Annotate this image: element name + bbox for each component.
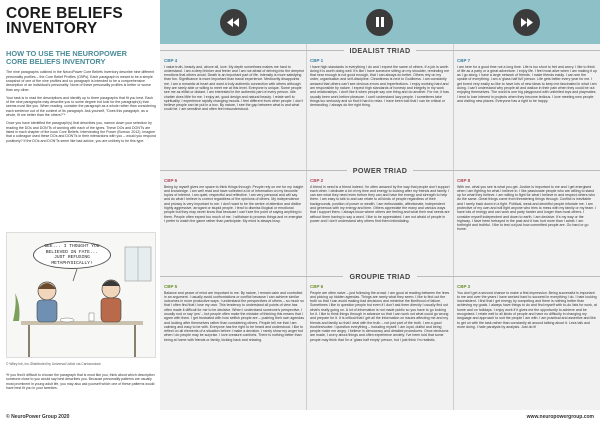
cbp-description: I value truth, beauty and, above all, love. My depth sometimes makes me hard to understand. I am a deep thinker and feeler and I am not afraid of delving into the deepest emotions that others avoid. Death is an important part of life. Intensity is more satisfying than fun. Significance is more important than banal experience. Mediocrity disappoints me. I am a romantic at heart and want a truly authentic connection with others although they are rarely able or willing to meet me at this level. Everyone is unique. Some people see me as elitist or distant. I am interested in the authentic part of every person. Idle chatter does little for me. I enjoy art, good design and natural beauty. I relate well to spirituality. I experience rapidly changing moods. I feel different from other people. I don't believe people can be put in a box. By nature, I see the gap between what is and what could be. I am sensitive and often feel misunderstood. (164, 64, 304, 112)
cbp-description: Balance and peace of mind are important to me. By nature, I remain calm and controlled in an argument. I usually avoid confrontations or conflict because I can achieve similar outcomes in more productive ways. I understand the perspectives of others – so much so that I often find that I lose my own. This tendency to understand all points of view has often made it difficult for me to be decisive. When I understand someone's perspective, I usually nod or say 'yes' – but people often make the mistake of thinking this means that I agree with them. I get frustrated with how selfish people are – pushing their own agendas and looking after themselves rather than considering others. People tell me that I am calming and easy to be with. Everyone has the right to be heard and understood. I like to reflect on all elements of a situation before I make a decision. I rarely show my anger but when I do people may be surprise. I love creature comforts. There is nothing better than being at home with friends or family, kicking back and relaxing. (164, 290, 304, 342)
instructions-heading-line-2: CORE BELIEFS INVENTORY (6, 57, 106, 67)
cbp-card (310, 284, 450, 342)
cbp-label: CBP 4 (164, 58, 178, 63)
speech-bubble: GEE... I THOUGHT YOU BELIEVED IN FATE... JUST REFUSING METAPHYSICALLY! (33, 241, 111, 269)
cbp-card (310, 58, 450, 107)
cbp-label: CBP 8 (457, 178, 471, 183)
power-triad-title: POWER TRIAD (347, 166, 413, 175)
cbp-card (164, 284, 304, 342)
rewind-button[interactable] (220, 9, 247, 36)
cbp-card (310, 178, 450, 223)
column-divider (453, 44, 454, 410)
groupie-triad-heading (160, 272, 600, 281)
cbp-label: CBP 2 (310, 178, 324, 183)
cbp-description: A friend in need is a friend indeed. I'm often amazed by the way that people don't support each other. I dedicate a lot of my time and energy to looking after my friends and family. I can see what they need even before they can and have the energy and strength to help them. I am easy to talk to and can relate to all kinds of people regardless of their backgrounds, position of power or wealth. I am enthusiastic, affectionate, independent and generous with my energy and time. Others appreciate the many and various ways that I support them. I always know where others are feeling and what their real needs are without them having to say a word. I like to be appreciated. I am not afraid of people in power and I don't understand why others find them intimidating. (310, 184, 450, 223)
fast-forward-icon (520, 18, 533, 27)
fast-forward-button[interactable] (513, 9, 540, 36)
core-beliefs-grid (160, 44, 600, 410)
cbp-label: CBP 7 (457, 58, 471, 63)
page-footer (0, 412, 600, 424)
idealist-triad-heading (160, 46, 600, 55)
title-line-2: INVENTORY (6, 20, 98, 37)
cbp-description: I have high standards in everything I do and I expect the same of others. If a job is worth doing it is worth doing well. It's like I have someone sitting on my shoulder, reminding me that near enough is not good enough, that I can always do better. Others rely on my order, organisation and self-discipline. Cleanliness is next to Godliness. I am constantly amazed that others can't see obvious errors and imperfections. I enjoy working hard and am responsible by nature. I expect high standards of honesty and integrity in my work and relationships. I don't like it when people say one thing and do another. For me, it has usually been work before pleasure. I can't understand lazy people. I sometimes take things too seriously and so find it hard to relax. I have been told that I can be critical or demanding. I always do the right thing. (310, 64, 450, 108)
power-triad-heading (160, 166, 600, 175)
rewind-icon (227, 18, 240, 27)
cbp-description: Being by myself gives me space to think things through. People rely on me for my insight and knowledge. I am well read and have collected a lot of information on my favourite topics of interest. I am quiet, respectful and reflective. I am very personal and will say and do what I believe is correct regardless of the opinions of others. My independence and privacy is very important to me. I don't want to be the centre of attention and dislike highly aggressive, arrogant or stupid people. I tend to dismiss illogical or emotional people but they may never know that because I can't see the point of saying anything to them. People often expect too much of me. I withdraw to process things and re-energise. I prefer to watch the game rather than participate. My mind is always busy. (164, 184, 304, 223)
cartoon-drawing (7, 233, 156, 358)
pause-icon (375, 17, 385, 27)
cbp-card (457, 178, 597, 232)
cbp-label: CBP 5 (164, 284, 178, 289)
instructions-heading-line-1: HOW TO USE THE NEUROPOWER (6, 49, 127, 58)
column-divider (306, 44, 307, 410)
cbp-description: People are often naive – just following the crowd. I am good at reading between the lines and picking up hidden agendas. Things are rarely what they seem. I like to find out the truth so that I can avoid making bad decisions and minimise the likelihood of failure. Sometimes I like to question people but even if I don't ask them directly I usually find out what's really going on. A lot of information is not made public so you have to go looking for it. I like to think things through in advance so that I can work out what could go wrong and prepare for it. It is critical that I get all the information on issues affecting me and my friends and family so that I deal with the truth – not just part of the truth. I am a good troubleshooter. I question everything – including myself. I am loyal, dutiful and being people make me angry. I believe in democracy and detailed procedures. Once decisions are made, I worry about things and often experience anxiety. I've been told that some people may think that I'm a 'glass half empty' person, but I just think I'm realistic. (310, 290, 450, 342)
cbp-label: CBP 3 (457, 284, 471, 289)
instructions-paragraph: Your task is to read the descriptions and identify up to three paragraphs that fit you best. Each of the nine paragraphs may describe you to some degree but look for the paragraph(s) that seems most like you. When reading, consider the paragraph as a whole rather than considering each sentence out of the context of its paragraph. Ask yourself, "Does this paragraph, as a whole, fit me better than the others?"* (6, 95, 156, 118)
footnote: *If you find it difficult to choose the paragraph that is most like you, think about which description someone close to you would say best describes you. Because personality patterns are usually most prominent in young adult life, you may also ask yourself which one of these patterns would have best fit you in your twenties. (6, 373, 155, 390)
idealist-triad-title: IDEALIST TRIAD (344, 46, 417, 55)
cbp-card (457, 58, 597, 103)
cbp-card (164, 58, 304, 112)
cbp-label: CBP 6 (310, 284, 324, 289)
instructions-heading (6, 50, 156, 66)
cartoon-illustration (6, 232, 156, 358)
cbp-description: I am here for a good time not a long time. Life is too short to fret and worry. I like to think of life as a party or a great adventure. I enjoy life. I feel most alive when I am making it up as I go along. I have a large network of friends. I make friends easily. I can see the upside of everything. I am a 'glass half full' person. Life gets better every year for me. I get bored very easily so like to have lots of new ideas to keep me fascinated in what I am doing. I can't understand why people sit and wallow in their pain when they could be out enjoying themselves. The world is one big playground with unlimited toys and playmates. I tend to lose interest in projects when they become tedious. I love meeting new people and visiting new places. Everyone has a right to be happy. (457, 64, 597, 103)
instructions-column (6, 50, 156, 147)
cbp-label: CBP 1 (310, 58, 324, 63)
instructions-paragraph: The nine paragraphs outlined in the NeuroPower Core Beliefs Inventory describe nine different personality profiles – the Core Belief Profiles (CBPs). Each paragraph is meant to be a simple snapshot of one of the nine profiles and so paragraph is intended to be a comprehensive description of an individual's personality. None of these personality profiles is better or worse than any other. (6, 70, 155, 92)
media-control-bar (160, 0, 600, 44)
cbp-label: CBP 6 (164, 178, 178, 183)
cbp-card (457, 284, 597, 329)
page-title (6, 6, 136, 36)
groupie-triad-title: GROUPIE TRIAD (343, 272, 416, 281)
title-line-1: CORE BELIEFS (6, 5, 123, 22)
instructions-paragraph: Once you have identified the paragraph(s) that describes you, narrow down your selection by reading the DOs and DON'Ts of working with each of the types. These DOs and DON'Ts are listed in each chapter of the book Core Beliefs. Interviewing the Power (Burrow, 2012). Imagine that a colleague used these DOs and DON'Ts in their interactions with you – would you respond positively? If the DOs and DON'Ts seem like bad advice, you are unlikely to be this type. (6, 121, 156, 143)
cbp-card (164, 178, 304, 223)
footer-copyright: © NeuroPower Group 2020 (6, 414, 70, 420)
footer-website-link[interactable]: www.neuropowergroup.com (526, 414, 594, 420)
cbp-description: You don't get a second chance to make a first impression. Being successful is important to me and over the years I have worked hard to succeed in everything I do. I hate looking inconsistent. I find that I get energy by competing and there is nothing better than achieving my goals. I always have things to do and find myself with to-do lists for work, at home and on holidays. I enjoy work if it gives me the opportunity to achieve and be recognised. I relate well to all kinds of people and have no difficulty in changing my language and approach to suit the people I am with. I am practical and assertive and like to get on with the task rather than constantly sit around talking about it. Less talk and more doing. I hate paralysis by analysis. Just do it! (457, 290, 597, 329)
pause-button[interactable] (366, 9, 393, 36)
cbp-description: With me, what you see is what you get. Justice is important to me and I get energised when I am fighting for what I believe in. I like passionate people who are willing to stand up for what they believe. I am willing to fight for what I believe in and respect others who do the same. Great things come from threatening things through. Conflict is inevitable and I rarely back down in a fight. Political, weak and deceitful people infuriate me. I am protective of my own and will fight anyone who tries to mess with my family or my team. I have lots of energy and can work and party harder and longer than most others. I consider myself independent and down to earth. I am decisive. It's my way or the highway. I have been betrayed in the past and it has hurt more than I admit. I am forthright and truthful. I like to test out just how committed people are. Go hard or go home. (457, 184, 597, 232)
cartoon-copyright: © Wiley Ink, Inc./Distributed by Universal Uclick via Cartoonstock (6, 362, 101, 366)
